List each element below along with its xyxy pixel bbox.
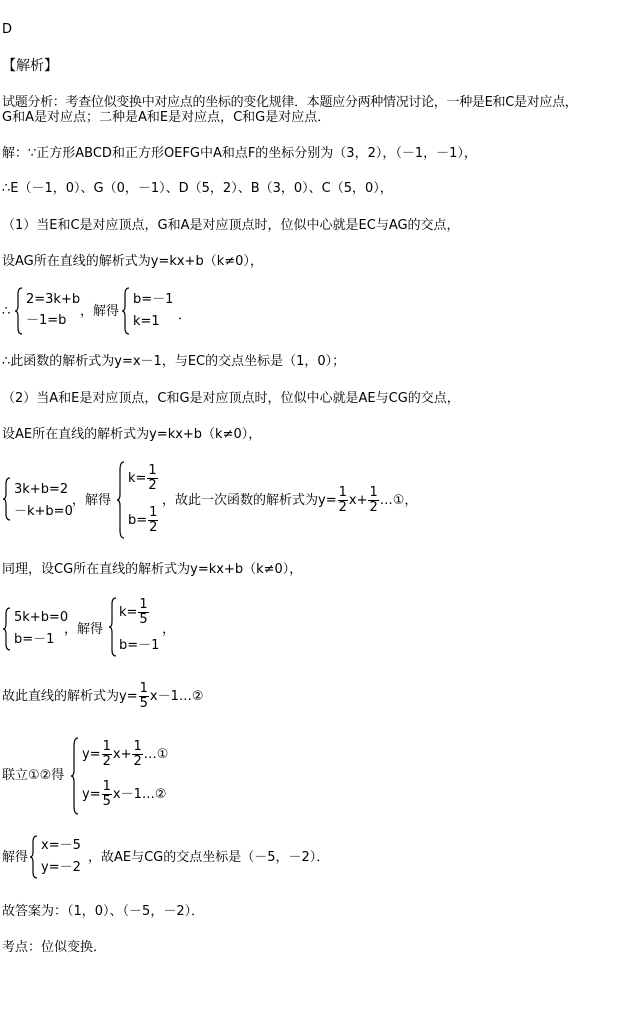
- answer-letter: D: [2, 22, 13, 37]
- analysis-line-1: 试题分析：考查位似变换中对应点的坐标的变化规律．本题应分两种情况讨论，一种是E和C是对应点，: [2, 95, 578, 110]
- solution-line-3: （1）当E和C是对应顶点，G和A是对应顶点时，位似中心就是EC与AG的交点，: [2, 218, 460, 233]
- equation-system-2: [2, 460, 462, 542]
- left-brace-icon: [2, 606, 12, 652]
- left-brace-icon: [70, 736, 80, 816]
- solve-label: ，解得: [64, 622, 104, 637]
- equation-system-1: [2, 286, 202, 336]
- equation-system-3: [2, 596, 202, 658]
- function-expression: ，故此一次函数的解析式为y= $\frac{1}{2}$ x+ $\frac{1}{2}$ …①，: [162, 485, 418, 515]
- solve-label: ，解得: [72, 493, 112, 508]
- eq1: 2=3k+b: [26, 292, 81, 307]
- solution-line-1: 解：∵正方形ABCD和正方形OEFG中A和点F的坐标分别为（3，2），（－1，－1），: [2, 146, 477, 161]
- section-title: 【解析】: [2, 58, 58, 74]
- k-solution: k= $\frac{1}{2}$: [128, 463, 157, 493]
- combine-label: 联立①②得: [2, 768, 65, 783]
- solution-line-2: ∴E（－1，0）、G（0，－1）、D（5，2）、B（3，0）、C（5，0），: [2, 181, 393, 196]
- equation-system-5: [2, 834, 402, 880]
- eq2: －k+b=0: [14, 504, 73, 519]
- therefore-symbol: ∴: [2, 304, 11, 319]
- solve-label: ，解得: [80, 304, 120, 319]
- intersection-result: ，故AE与CG的交点坐标是（－5，－2）．: [88, 850, 330, 865]
- b-solution: b=－1: [119, 638, 160, 653]
- eq2: －1=b: [26, 313, 67, 328]
- final-answer: 故答案为：（1，0）、（－5，－2）．: [2, 904, 205, 919]
- sol2: k=1: [133, 314, 160, 329]
- equation-2: y= $\frac{1}{5}$ x－1…②: [82, 779, 167, 809]
- solution-line-6: （2）当A和E是对应顶点，C和G是对应顶点时，位似中心就是AE与CG的交点，: [2, 391, 460, 406]
- kaodian: 考点：位似变换．: [2, 940, 107, 955]
- b-solution: b= $\frac{1}{2}$: [128, 505, 158, 535]
- period: ．: [178, 308, 192, 323]
- left-brace-icon: [2, 476, 12, 522]
- left-brace-icon: [29, 834, 39, 880]
- solution-line-8: 同理，设CG所在直线的解析式为y=kx+b（k≠0），: [2, 562, 303, 577]
- eq2: b=－1: [14, 632, 55, 647]
- solution-line-9: 故此直线的解析式为y= $\frac{1}{5}$ x－1…②: [2, 681, 204, 711]
- left-brace-icon: [116, 460, 126, 540]
- equation-1: y= $\frac{1}{2}$ x+ $\frac{1}{2}$ …①: [82, 739, 169, 769]
- x-solution: x=－5: [41, 838, 81, 853]
- solution-line-7: 设AE所在直线的解析式为y=kx+b（k≠0），: [2, 427, 262, 442]
- left-brace-icon: [108, 596, 118, 658]
- equation-system-4: [2, 736, 242, 816]
- sol1: b=－1: [133, 292, 174, 307]
- eq1: 5k+b=0: [14, 610, 69, 625]
- comma: ，: [162, 622, 176, 637]
- solution-line-5: ∴此函数的解析式为y=x－1，与EC的交点坐标是（1，0）；: [2, 354, 346, 369]
- solve-label: 解得: [2, 850, 29, 865]
- solution-line-4: 设AG所在直线的解析式为y=kx+b（k≠0），: [2, 254, 263, 269]
- y-solution: y=－2: [41, 860, 81, 875]
- k-solution: k= $\frac{1}{5}$: [119, 597, 148, 627]
- analysis-line-2: G和A是对应点；二种是A和E是对应点，C和G是对应点．: [2, 110, 331, 125]
- left-brace-icon: [121, 286, 131, 336]
- eq1: 3k+b=2: [14, 482, 69, 497]
- left-brace-icon: [14, 286, 24, 336]
